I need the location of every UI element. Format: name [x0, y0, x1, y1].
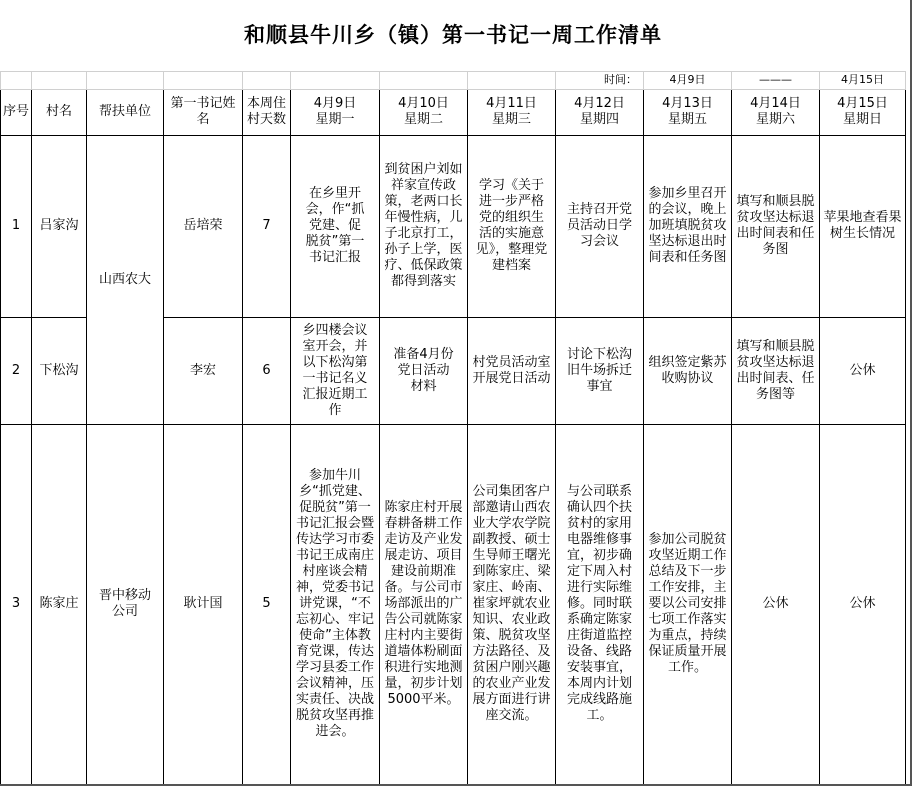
row-days: 7 [243, 135, 291, 317]
row-seq: 2 [1, 317, 32, 424]
header-date: 4月15日 [837, 96, 888, 111]
row-fri: 参加乡里召开的会议，晚上加班填脱贫攻坚达标退出时间表和任务图 [644, 135, 732, 317]
datebar-empty-4 [164, 71, 243, 89]
header-seq: 序号 [1, 89, 32, 135]
row-sat: 填写和顺县脱贫攻坚达标退出时间表、任务图等 [732, 317, 820, 424]
row-thu: 讨论下松沟旧牛场拆迁事宜 [556, 317, 644, 424]
header-date: 4月14日 [750, 96, 801, 111]
row-seq: 1 [1, 135, 32, 317]
header-weekday: 星期二 [403, 112, 443, 127]
row-mon: 在乡里开会，作“抓党建、促脱贫”第一书记汇报 [291, 135, 380, 317]
datebar-empty-8 [468, 71, 556, 89]
row-sun: 苹果地查看果树生长情况 [820, 135, 906, 317]
header-unit: 帮扶单位 [87, 89, 164, 135]
date-dash: ——— [732, 71, 820, 89]
row-mon: 乡四楼会议室开会，并以下松沟第一书记名义汇报近期工作 [291, 317, 380, 424]
page-title: 和顺县牛川乡（镇）第一书记一周工作清单 [1, 0, 906, 71]
header-date: 4月10日 [398, 96, 449, 111]
header-date: 4月13日 [662, 96, 713, 111]
row-fri: 组织签定紫苏收购协议 [644, 317, 732, 424]
row-tue: 准备4月份党日活动材料 [380, 317, 468, 424]
row-days: 5 [243, 424, 291, 784]
row-secretary: 岳培荣 [164, 135, 243, 317]
header-day-1 [291, 89, 380, 135]
row-unit: 晋中移动公司 [87, 424, 164, 784]
header-weekday: 星期一 [315, 112, 355, 127]
row-secretary: 耿计国 [164, 424, 243, 784]
datebar-empty-2 [32, 71, 87, 89]
row-sat: 填写和顺县脱贫攻坚达标退出时间表和任务图 [732, 135, 820, 317]
row-sat: 公休 [732, 424, 820, 784]
row-wed: 学习《关于进一步严格党的组织生活的实施意见》，整理党建档案 [468, 135, 556, 317]
header-weekday: 星期四 [579, 112, 619, 127]
date-to: 4月15日 [820, 71, 906, 89]
header-day-5 [644, 89, 732, 135]
header-day-3 [468, 89, 556, 135]
datebar-empty-5 [243, 71, 291, 89]
table-row [1, 424, 906, 784]
header-weekday: 星期六 [755, 112, 795, 127]
row-secretary: 李宏 [164, 317, 243, 424]
header-day-4 [556, 89, 644, 135]
header-date: 4月9日 [313, 96, 357, 111]
header-secretary: 第一书记姓名 [164, 89, 243, 135]
header-village: 村名 [32, 89, 87, 135]
datebar-empty-3 [87, 71, 164, 89]
time-label: 时间： [556, 71, 644, 89]
row-village: 陈家庄 [32, 424, 87, 784]
row-sun: 公休 [820, 424, 906, 784]
header-days: 本周住村天数 [243, 89, 291, 135]
header-day-7 [820, 89, 906, 135]
datebar-empty-6 [291, 71, 380, 89]
row-seq: 3 [1, 424, 32, 784]
header-date: 4月12日 [574, 96, 625, 111]
header-date: 4月11日 [486, 96, 537, 111]
row-mon: 参加牛川乡“抓党建、促脱贫”第一书记汇报会暨传达学习市委书记王成南庄村座谈会精神，党委书记讲党课，“不忘初心、牢记使命”主体教育党课，传达学习县委工作会议精神，压实责任、决战脱贫攻坚再推进会。 [291, 424, 380, 784]
row-thu: 主持召开党员活动日学习会议 [556, 135, 644, 317]
header-weekday: 星期日 [842, 112, 882, 127]
row-village: 下松沟 [32, 317, 87, 424]
row-tue: 到贫困户刘如祥家宣传政策，老两口长年慢性病，儿子北京打工，孙子上学，医疗、低保政策都得到落实 [380, 135, 468, 317]
header-weekday: 星期三 [491, 112, 531, 127]
row-days: 6 [243, 317, 291, 424]
datebar-empty-1 [1, 71, 32, 89]
row-sun: 公休 [820, 317, 906, 424]
date-from: 4月9日 [644, 71, 732, 89]
row-tue: 陈家庄村开展春耕备耕工作走访及产业发展走访、项目建设前期准备。与公司市场部派出的广告公司就陈家庄村内主要街道墙体粉刷面积进行实地测量，初步计划5000平米。 [380, 424, 468, 784]
row-wed: 村党员活动室开展党日活动 [468, 317, 556, 424]
header-weekday: 星期五 [667, 112, 707, 127]
header-day-6 [732, 89, 820, 135]
datebar-empty-7 [380, 71, 468, 89]
row-wed: 公司集团客户部邀请山西农业大学农学院副教授、硕士生导师王曙光到陈家庄、梁家庄、岭南、崔家坪就农业知识、农业政策、脱贫攻坚方法路径、及贫困户刚兴趣的农业产业发展方面进行讲座交流。 [468, 424, 556, 784]
row-thu: 与公司联系确认四个扶贫村的家用电器维修事宜，初步确定下周入村进行实际维修。同时联系确定陈家庄街道监控设备、线路安装事宜，本周内计划完成线路施工。 [556, 424, 644, 784]
row-unit: 山西农大 [87, 135, 164, 424]
row-fri: 参加公司脱贫攻坚近期工作总结及下一步工作安排，主要以公司安排七项工作落实为重点，持续保证质量开展工作。 [644, 424, 732, 784]
row-village: 吕家沟 [32, 135, 87, 317]
table-row [1, 135, 906, 317]
header-day-2 [380, 89, 468, 135]
